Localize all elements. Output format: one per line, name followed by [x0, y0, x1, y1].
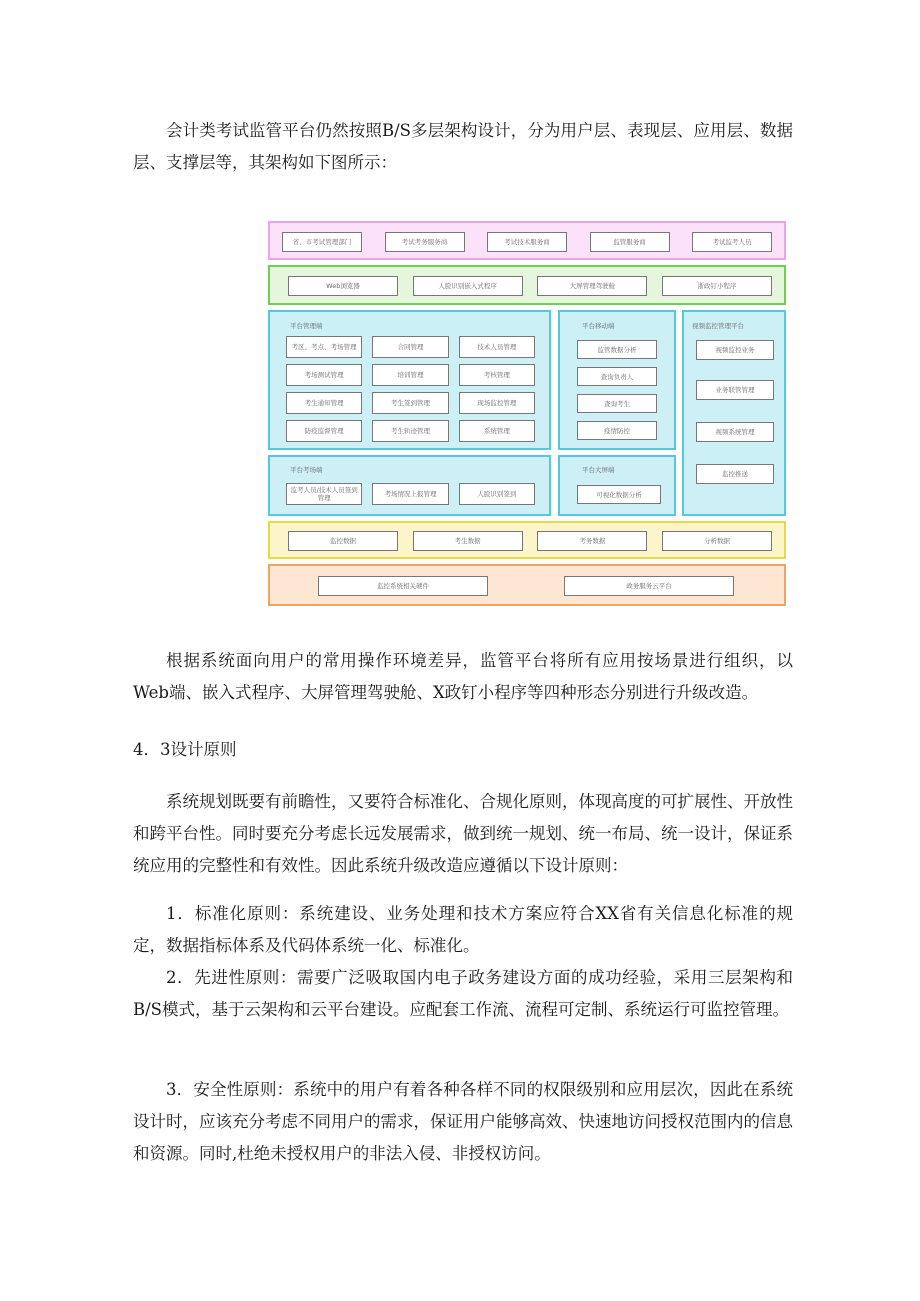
data-layer — [268, 521, 786, 559]
video-item: 业务联管管理 — [696, 380, 774, 400]
presentation-layer — [268, 265, 786, 305]
panel-title: 平台考场端 — [290, 466, 323, 474]
panel-title: 平台大屏端 — [582, 466, 615, 474]
platform-exam-panel — [268, 455, 551, 516]
support-layer — [268, 564, 786, 606]
management-item: 系统管理 — [459, 420, 535, 442]
video-item: 监控推送 — [696, 464, 774, 484]
panel-title: 平台移动端 — [582, 322, 615, 330]
management-item: 技术人员管理 — [459, 336, 535, 358]
management-item: 防疫监督管理 — [286, 420, 362, 442]
presentation-item: 大屏管理驾驶舱 — [537, 276, 647, 296]
user-item: 省、市考试管理部门 — [282, 232, 362, 252]
user-item: 考试考务服务商 — [385, 232, 465, 252]
panel-title: 平台管理端 — [290, 322, 323, 330]
presentation-item: Web浏览器 — [288, 276, 398, 296]
support-item: 监控系统相关硬件 — [318, 576, 488, 596]
architecture-diagram — [268, 219, 786, 606]
management-item: 考生签到管理 — [372, 392, 448, 414]
data-item: 考务数据 — [537, 531, 647, 551]
management-item: 考场测试管理 — [286, 364, 362, 386]
user-item: 考试技术服务商 — [487, 232, 567, 252]
principle-1-paragraph: 1．标准化原则：系统建设、业务处理和技术方案应符合XX省有关信息化标准的规定，数据指标体系及代码体系统一化、标准化。 — [133, 904, 793, 955]
user-item: 考试监考人员 — [692, 232, 772, 252]
platform-management-panel — [268, 310, 551, 450]
screen-item: 可视化数据分析 — [577, 485, 661, 504]
exam-item: 考场情况上报管理 — [372, 483, 448, 505]
management-item: 考区、考点、考场管理 — [286, 336, 362, 358]
video-item: 视频监控业务 — [696, 340, 774, 360]
management-item: 培训管理 — [372, 364, 448, 386]
section-heading: 4．3设计原则 — [133, 740, 237, 759]
video-item: 视频系统管理 — [696, 422, 774, 442]
principle-3-paragraph: 3．安全性原则：系统中的用户有着各种各样不同的权限级别和应用层次，因此在系统设计时，应该充分考虑不同用户的需求，保证用户能够高效、快速地访问授权范围内的信息和资源。同时,杜绝未授权用户的非法入侵、非授权访问。 — [133, 1080, 793, 1163]
user-item: 监管服务商 — [590, 232, 670, 252]
presentation-item: 人脸识别嵌入式程序 — [413, 276, 523, 296]
presentation-item: 浙政钉小程序 — [662, 276, 772, 296]
principle-2-paragraph: 2．先进性原则：需要广泛吸取国内电子政务建设方面的成功经验，采用三层架构和B/S模式，基于云架构和云平台建设。应配套工作流、流程可定制、系统运行可监控管理。 — [133, 968, 793, 1019]
management-item: 现场监控管理 — [459, 392, 535, 414]
management-item: 考生通知管理 — [286, 392, 362, 414]
mobile-item: 监管数据分析 — [577, 340, 657, 359]
management-item: 考生轨迹管理 — [372, 420, 448, 442]
exam-item: 人脸识别签到 — [459, 483, 535, 505]
management-item: 合同管理 — [372, 336, 448, 358]
exam-item: 监考人员/技术人员签到管理 — [286, 483, 362, 505]
platform-screen-panel — [558, 455, 676, 516]
mobile-item: 查询负责人 — [577, 367, 657, 386]
intro-paragraph: 会计类考试监管平台仍然按照B/S多层架构设计，分为用户层、表现层、应用层、数据层、支撑层等，其架构如下图所示： — [133, 121, 793, 172]
support-item: 政务服务云平台 — [564, 576, 734, 596]
data-item: 分析数据 — [662, 531, 772, 551]
platform-mobile-panel — [558, 310, 676, 450]
video-platform-panel — [682, 310, 786, 516]
mobile-item: 疫情防控 — [577, 421, 657, 440]
management-item: 考核管理 — [459, 364, 535, 386]
principles-intro-paragraph: 系统规划既要有前瞻性，又要符合标准化、合规化原则，体现高度的可扩展性、开放性和跨平台性。同时要充分考虑长远发展需求，做到统一规划、统一布局、统一设计，保证系统应用的完整性和有效性。因此系统升级改造应遵循以下设计原则： — [133, 792, 793, 875]
mobile-item: 查询考生 — [577, 394, 657, 413]
scenario-paragraph: 根据系统面向用户的常用操作环境差异，监管平台将所有应用按场景进行组织，以Web端、嵌入式程序、大屏管理驾驶舱、X政钉小程序等四种形态分别进行升级改造。 — [133, 651, 793, 702]
panel-title: 视频监控管理平台 — [692, 322, 744, 330]
data-item: 考生数据 — [413, 531, 523, 551]
user-layer — [268, 221, 786, 260]
data-item: 监控数据 — [288, 531, 398, 551]
